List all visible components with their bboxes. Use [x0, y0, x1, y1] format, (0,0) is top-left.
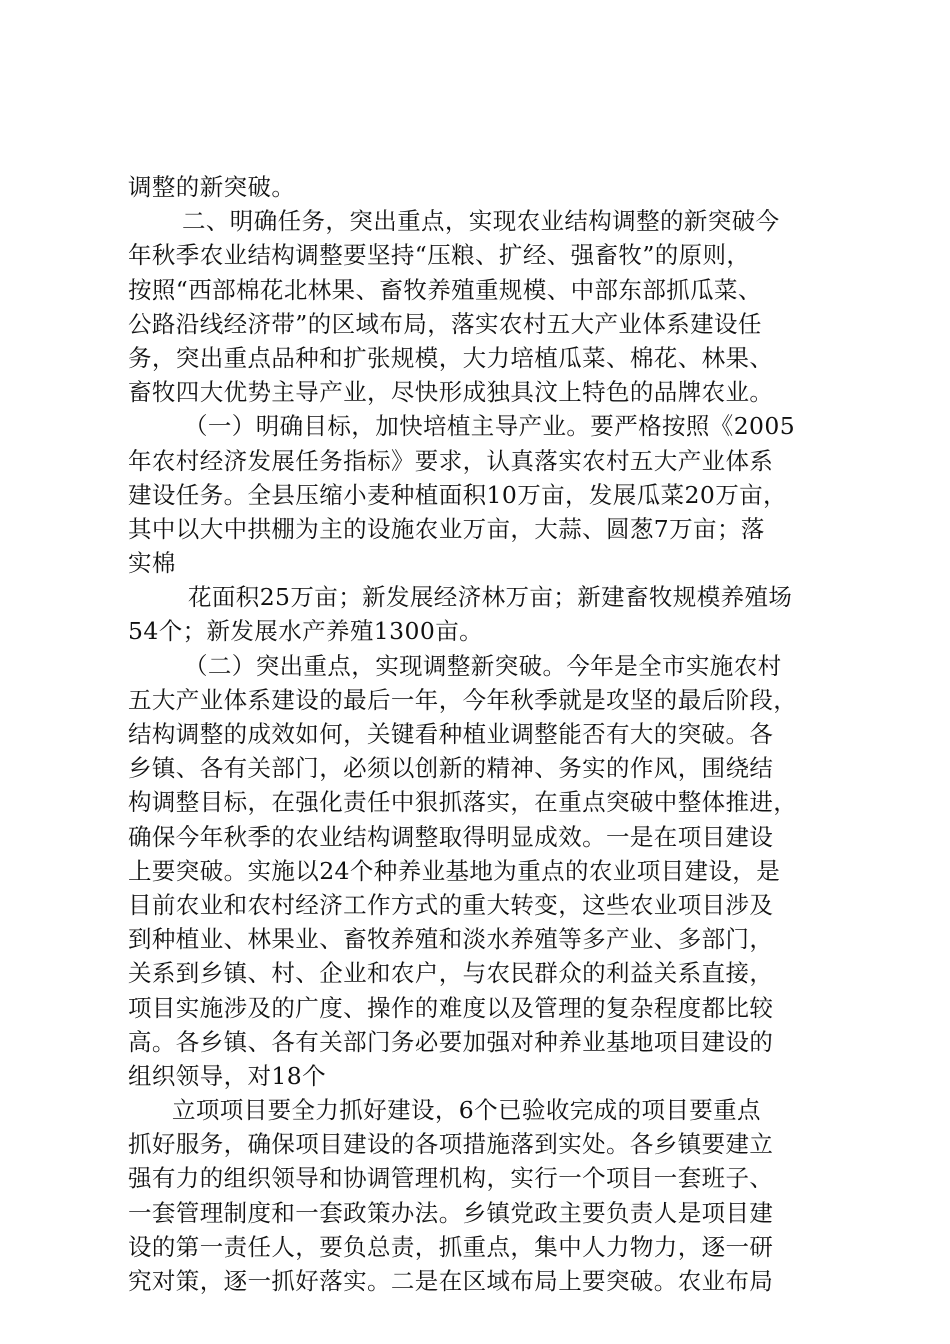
text-line: 54个；新发展水产养殖1300亩。: [128, 617, 484, 646]
subsection-heading-line: （一）明确目标，加快培植主导产业。要严格按照《2005: [184, 412, 796, 441]
text-line: 其中以大中拱棚为主的设施农业万亩，大蒜、圆葱7万亩；落: [128, 514, 765, 543]
text-line: 一套管理制度和一套政策办法。乡镇党政主要负责人是项目建: [128, 1198, 774, 1227]
text-line: 关系到乡镇、村、企业和农户，与农民群众的利益关系直接，: [128, 959, 774, 988]
text-line: 上要突破。实施以24个种养业基地为重点的农业项目建设，是: [128, 856, 781, 885]
section-heading-line: 二、明确任务，突出重点，实现农业结构调整的新突破今: [182, 207, 780, 236]
text-line: 调整的新突破。: [128, 173, 296, 201]
text-line: 公路沿线经济带”的区域布局，落实农村五大产业体系建设任: [128, 309, 762, 338]
text-line: 实棉: [128, 549, 176, 578]
text-line: 目前农业和农村经济工作方式的重大转变，这些农业项目涉及: [128, 890, 774, 919]
text-line: 抓好服务，确保项目建设的各项措施落到实处。各乡镇要建立: [128, 1130, 774, 1159]
document-body: [128, 170, 840, 1298]
text-line: 构调整目标，在强化责任中狠抓落实，在重点突破中整体推进，: [128, 788, 798, 817]
text-line: 究对策，逐一抓好落实。二是在区域布局上要突破。农业布局: [128, 1267, 774, 1295]
text-line: 确保今年秋季的农业结构调整取得明显成效。一是在项目建设: [128, 822, 774, 851]
text-line: 设的第一责任人，要负总责，抓重点，集中人力物力，逐一研: [128, 1232, 774, 1261]
text-line: 花面积25万亩；新发展经济林万亩；新建畜牧规模养殖场: [188, 583, 793, 612]
text-line: 建设任务。全县压缩小麦种植面积10万亩，发展瓜菜20万亩，: [128, 480, 787, 509]
text-line: 结构调整的成效如何，关键看种植业调整能否有大的突破。各: [128, 720, 774, 748]
text-line: 按照“西部棉花北林果、畜牧养殖重规模、中部东部抓瓜菜、: [128, 275, 762, 304]
text-line: 强有力的组织领导和协调管理机构，实行一个项目一套班子、: [128, 1164, 774, 1193]
text-line: 畜牧四大优势主导产业，尽快形成独具汶上特色的品牌农业。: [128, 378, 774, 407]
text-line: 年农村经济发展任务指标》要求，认真落实农村五大产业体系: [128, 446, 774, 475]
text-line: 务，突出重点品种和扩张规模，大力培植瓜菜、棉花、林果、: [128, 343, 774, 372]
text-line: 五大产业体系建设的最后一年，今年秋季就是攻坚的最后阶段，: [128, 685, 798, 714]
text-line: 组织领导，对18个: [128, 1061, 327, 1090]
text-line: 项目实施涉及的广度、操作的难度以及管理的复杂程度都比较: [128, 993, 774, 1022]
text-line: 到种植业、林果业、畜牧养殖和淡水养殖等多产业、多部门，: [128, 925, 774, 954]
text-line: 乡镇、各有关部门，必须以创新的精神、务实的作风，围绕结: [128, 754, 774, 783]
text-line: 高。各乡镇、各有关部门务必要加强对种养业基地项目建设的: [128, 1027, 774, 1056]
subsection-heading-line: （二）突出重点，实现调整新突破。今年是全市实施农村: [184, 651, 782, 680]
text-line: 年秋季农业结构调整要坚持“压粮、扩经、强畜牧”的原则，: [128, 241, 751, 270]
text-line: 立项项目要全力抓好建设，6个已验收完成的项目要重点: [172, 1096, 761, 1125]
